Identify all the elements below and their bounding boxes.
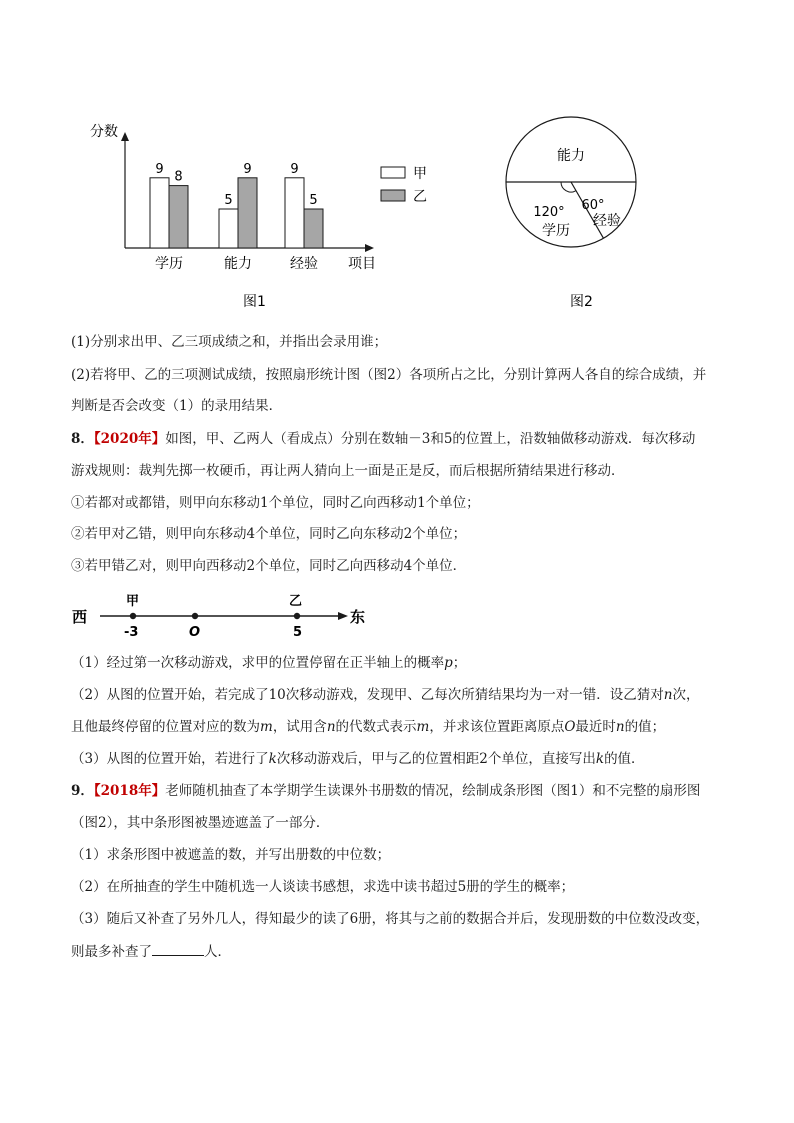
q8-sub2-text-a: （2）从图的位置开始，若完成了10次移动游戏，发现甲、乙每次所猜结果均为一对一错．设乙猜对 — [71, 687, 664, 703]
var-n3: n — [615, 719, 625, 735]
pie-label-nengli: 能力 — [557, 148, 585, 164]
number-line-east: 东 — [350, 608, 366, 626]
bar-y-label: 分数 — [90, 124, 118, 140]
q7-part1: (1)分别求出甲、乙三项成绩之和，并指出会录用谁； — [71, 334, 388, 350]
q8-sub3 — [71, 749, 731, 769]
q8-year-tag: 【2020年】 — [93, 431, 166, 447]
q8-intro-line2: 游戏规则：裁判先掷一枚硬币，再让两人猜向上一面是正是反，而后根据所猜结果进行移动． — [71, 463, 625, 479]
bar-legend — [381, 166, 427, 205]
q8-sub2-text-h: 的值； — [624, 719, 666, 735]
q8-rule1: ①若都对或都错，则甲向东移动1个单位，同时乙向西移动1个单位； — [71, 495, 480, 511]
q9-intro-line2: （图2），其中条形图被墨迹遮盖了一部分． — [71, 815, 330, 831]
q9-sub3-text-b: 人． — [204, 944, 231, 960]
bar-x-axis-arrow — [365, 244, 374, 252]
label-origin: O — [189, 625, 201, 640]
bar-value-label: 9 — [155, 161, 164, 177]
number-line-west: 西 — [72, 608, 88, 626]
q7-part2-line2: 判断是否会改变（1）的录用结果． — [71, 398, 283, 414]
var-m: m — [260, 719, 273, 735]
bar-x-label: 项目 — [348, 256, 376, 272]
bar-甲-学历 — [150, 178, 169, 248]
bar-value-label: 5 — [309, 193, 318, 208]
bar-value-label: 9 — [290, 161, 299, 177]
label-jia: 甲 — [126, 594, 140, 609]
q8-sub2-line1 — [71, 685, 731, 705]
number-line-arrow — [338, 612, 348, 620]
pie-angle-120: 120° — [533, 205, 565, 220]
legend-label-乙: 乙 — [413, 189, 427, 205]
q8-sub1 — [71, 653, 731, 673]
q8-intro-text: 如图，甲、乙两人（看成点）分别在数轴－3和5的位置上，沿数轴做移动游戏．每次移动 — [165, 431, 696, 447]
pie-label-jingyan: 经验 — [593, 213, 621, 229]
q9-number: 9． — [71, 783, 94, 799]
q8-sub2-text-e: 的代数式表示 — [335, 719, 417, 735]
var-O: O — [564, 719, 576, 735]
answer-blank[interactable] — [152, 941, 204, 956]
q7-part2-line1: (2)若将甲、乙的三项测试成绩，按照扇形统计图（图2）各项所占之比，分别计算两人各自的综合成绩，并 — [71, 367, 707, 383]
q8-sub3-text-a: （3）从图的位置开始，若进行了 — [71, 751, 269, 767]
var-p: p — [444, 655, 453, 671]
pie-angle-60: 60° — [581, 198, 605, 213]
bar-甲-经验 — [285, 178, 304, 248]
bar-甲-能力 — [219, 209, 238, 248]
q8-rule2: ②若甲对乙错，则甲向东移动4个单位，同时乙向东移动2个单位； — [71, 526, 467, 542]
q9-intro-text: 老师随机抽查了本学期学生读课外书册数的情况，绘制成条形图（图1）和不完整的扇形图 — [165, 783, 701, 799]
q8-sub2-line2 — [71, 717, 731, 737]
bar-value-label: 8 — [174, 169, 183, 185]
q9-sub2: （2）在所抽查的学生中随机选一人谈读书感想，求选中读书超过5册的学生的概率； — [71, 879, 575, 895]
bar-value-label: 9 — [243, 161, 252, 177]
figures-svg — [0, 110, 794, 320]
q8-sub3-text-b: 次移动游戏后，甲与乙的位置相距2个单位，直接写出 — [276, 751, 596, 767]
figures-area — [0, 110, 794, 320]
q8-sub2-text-c: 且他最终停留的位置对应的数为 — [71, 719, 260, 735]
var-k: k — [268, 751, 277, 767]
q8-sub3-text-c: 的值． — [604, 751, 645, 767]
var-k2: k — [595, 751, 605, 767]
bar-value-label: 5 — [224, 193, 233, 208]
number-line — [60, 588, 380, 640]
q9-sub3-line2 — [71, 941, 731, 962]
q8-sub1-text: （1）经过第一次移动游戏，求甲的位置停留在正半轴上的概率 — [71, 655, 445, 671]
bar-category-label: 经验 — [290, 256, 318, 272]
point-origin — [192, 613, 198, 619]
q9-year-tag: 【2018年】 — [93, 783, 166, 799]
label-five: 5 — [293, 625, 303, 640]
q8-sub1-end: ； — [452, 655, 467, 671]
q8-sub2-text-f: ，并求该位置距离原点 — [429, 719, 565, 735]
figure1-caption: 图1 — [243, 294, 266, 310]
bar-marks — [150, 162, 323, 248]
point-yi — [294, 613, 300, 619]
q8-sub2-text-b: 次， — [672, 687, 700, 703]
bar-乙-经验 — [304, 209, 323, 248]
legend-swatch-甲 — [381, 167, 405, 178]
bar-乙-学历 — [169, 186, 188, 248]
q9-sub3: （3）随后又补查了另外几人，得知最少的读了6册，将其与之前的数据合并后，发现册数的中位数没改变， — [71, 911, 710, 927]
figure2-caption: 图2 — [570, 294, 593, 310]
legend-swatch-乙 — [381, 190, 405, 201]
q9-intro-line1 — [71, 781, 731, 801]
bar-category-label: 学历 — [155, 256, 183, 272]
label-minus3: -3 — [124, 625, 139, 640]
q8-number: 8． — [71, 431, 94, 447]
bar-乙-能力 — [238, 178, 257, 248]
var-n2: n — [326, 719, 336, 735]
bar-category-label: 能力 — [224, 256, 252, 272]
legend-label-甲: 甲 — [413, 166, 427, 182]
var-m2: m — [416, 719, 430, 735]
label-yi: 乙 — [289, 594, 303, 609]
q9-sub1: （1）求条形图中被遮盖的数，并写出册数的中位数； — [71, 847, 391, 863]
pie-label-xueli: 学历 — [542, 223, 570, 239]
q8-sub2-text-g: 最近时 — [575, 719, 616, 735]
q8-rule3: ③若甲错乙对，则甲向西移动2个单位，同时乙向西移动4个单位． — [71, 558, 467, 574]
q9-sub3-text-a: 则最多补查了 — [71, 944, 152, 960]
q8-intro-line1 — [71, 429, 731, 449]
point-jia — [130, 613, 136, 619]
var-n: n — [663, 687, 673, 703]
bar-y-axis-arrow — [121, 132, 129, 141]
bar-category-labels — [155, 255, 318, 272]
q8-sub2-text-d: ，试用含 — [272, 719, 327, 735]
